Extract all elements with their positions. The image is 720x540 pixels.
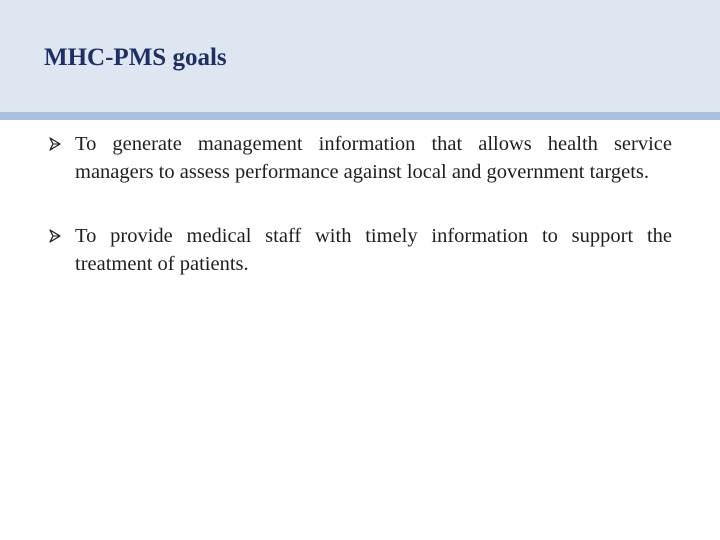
bullet-list — [44, 130, 672, 278]
header-divider — [0, 112, 720, 120]
arrow-bullet-icon — [49, 222, 67, 250]
bullet-item — [44, 130, 672, 186]
bullet-item — [44, 222, 672, 278]
arrow-bullet-icon — [49, 130, 67, 158]
slide-title: MHC-PMS goals — [44, 44, 227, 71]
bullet-text: To provide medical staff with timely information to support the treatment of patients. — [75, 225, 672, 275]
bullet-text: To generate management information that allows health service managers to assess performance against local and government targets. — [75, 133, 672, 183]
